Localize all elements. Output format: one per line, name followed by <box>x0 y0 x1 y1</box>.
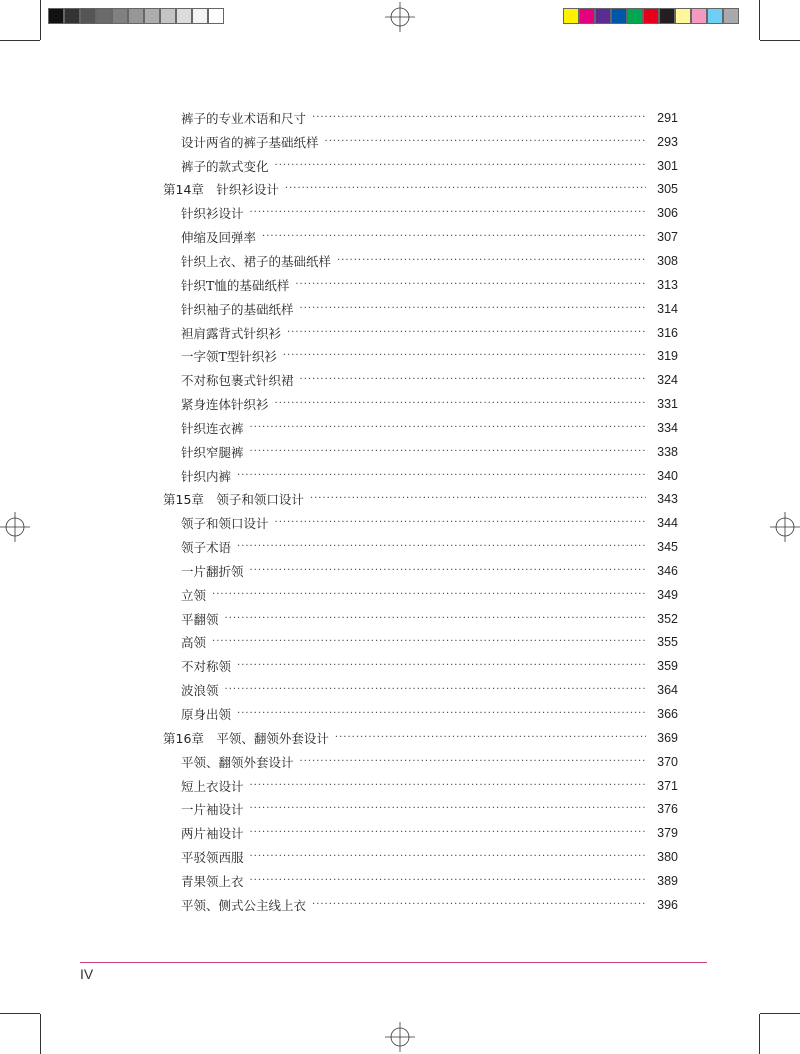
toc-label: 不对称包裹式针织裙 <box>163 371 296 389</box>
toc-label: 高领 <box>163 633 208 651</box>
dot-leader <box>275 161 646 171</box>
toc-page-number: 301 <box>657 158 678 173</box>
toc-entry-row[interactable] <box>163 201 678 225</box>
color-swatch <box>659 8 675 24</box>
toc-label: 针织T恤的基础纸样 <box>163 276 291 294</box>
toc-page-number: 345 <box>657 540 678 555</box>
toc-entry-row[interactable] <box>163 273 678 297</box>
dot-leader <box>285 184 646 194</box>
toc-label: 第14章 针织衫设计 <box>163 182 279 198</box>
dot-leader <box>212 590 646 600</box>
toc-page-number: 346 <box>657 563 678 578</box>
dot-leader <box>325 137 646 147</box>
dot-leader <box>312 900 646 910</box>
footer-page-number: IV <box>80 966 94 982</box>
toc-entry-row[interactable] <box>163 535 678 559</box>
toc-page-number: 334 <box>657 420 678 435</box>
gray-swatch <box>176 8 192 24</box>
toc-label: 一片翻折领 <box>163 562 246 580</box>
toc-chapter-row[interactable] <box>163 488 678 512</box>
toc-entry-row[interactable] <box>163 607 678 631</box>
dot-leader <box>275 399 646 409</box>
gray-swatch <box>112 8 128 24</box>
toc-entry-row[interactable] <box>163 321 678 345</box>
toc-entry-row[interactable] <box>163 678 678 702</box>
toc-label: 领子和领口设计 <box>163 514 271 532</box>
toc-page-number: 344 <box>657 516 678 531</box>
gray-swatch <box>128 8 144 24</box>
toc-entry-row[interactable] <box>163 774 678 798</box>
toc-page-number: 349 <box>657 587 678 602</box>
toc-page-number: 308 <box>657 253 678 268</box>
registration-mark-left <box>0 512 30 542</box>
toc-label: 伸缩及回弹率 <box>163 228 258 246</box>
dot-leader <box>237 471 646 481</box>
toc-entry-row[interactable] <box>163 869 678 893</box>
footer-rule <box>80 962 707 963</box>
color-swatch <box>611 8 627 24</box>
toc-label: 第16章 平领、翻领外套设计 <box>163 730 329 746</box>
dot-leader <box>300 375 646 385</box>
toc-entry-row[interactable] <box>163 154 678 178</box>
toc-label: 紧身连体针织衫 <box>163 395 271 413</box>
dot-leader <box>250 804 646 814</box>
dot-leader <box>250 566 646 576</box>
dot-leader <box>250 423 646 433</box>
toc-label: 针织连衣裤 <box>163 419 246 437</box>
toc-label: 一片袖设计 <box>163 800 246 818</box>
color-swatch <box>643 8 659 24</box>
toc-label: 针织内裤 <box>163 467 233 485</box>
dot-leader <box>300 757 646 767</box>
toc-entry-row[interactable] <box>163 344 678 368</box>
toc-page-number: 380 <box>657 850 678 865</box>
toc-page-number: 364 <box>657 683 678 698</box>
toc-page-number: 314 <box>657 301 678 316</box>
toc-label: 短上衣设计 <box>163 777 246 795</box>
toc-entry-row[interactable] <box>163 249 678 273</box>
toc-page-number: 379 <box>657 826 678 841</box>
toc-entry-row[interactable] <box>163 130 678 154</box>
dot-leader <box>250 852 646 862</box>
dot-leader <box>337 256 646 266</box>
registration-mark-top <box>385 2 415 32</box>
dot-leader <box>287 328 646 338</box>
toc-entry-row[interactable] <box>163 893 678 917</box>
dot-leader <box>295 280 646 290</box>
toc-entry-row[interactable] <box>163 654 678 678</box>
toc-label: 裤子的专业术语和尺寸 <box>163 109 308 127</box>
toc-entry-row[interactable] <box>163 797 678 821</box>
toc-entry-row[interactable] <box>163 821 678 845</box>
dot-leader <box>250 876 646 886</box>
dot-leader <box>237 661 646 671</box>
toc-entry-row[interactable] <box>163 464 678 488</box>
gray-swatch <box>192 8 208 24</box>
toc-page-number: 340 <box>657 468 678 483</box>
color-swatch <box>675 8 691 24</box>
dot-leader <box>312 113 646 123</box>
dot-leader <box>262 232 646 242</box>
registration-mark-bottom <box>385 1022 415 1052</box>
toc-label: 针织上衣、裙子的基础纸样 <box>163 252 333 270</box>
dot-leader <box>335 733 646 743</box>
color-swatch <box>595 8 611 24</box>
toc-label: 针织窄腿裤 <box>163 443 246 461</box>
color-swatch <box>691 8 707 24</box>
toc-page-number: 338 <box>657 444 678 459</box>
dot-leader <box>225 614 646 624</box>
toc-page-number: 371 <box>657 778 678 793</box>
toc-entry-row[interactable] <box>163 559 678 583</box>
toc-page-number: 319 <box>657 349 678 364</box>
toc-page-number: 291 <box>657 110 678 125</box>
toc-entry-row[interactable] <box>163 440 678 464</box>
toc-label: 平翻领 <box>163 610 221 628</box>
dot-leader <box>250 828 646 838</box>
toc-label: 领子术语 <box>163 538 233 556</box>
dot-leader <box>250 208 646 218</box>
gray-swatch <box>208 8 224 24</box>
dot-leader <box>250 447 646 457</box>
dot-leader <box>237 542 646 552</box>
toc-label: 两片袖设计 <box>163 824 246 842</box>
toc-label: 青果领上衣 <box>163 872 246 890</box>
toc-entry-row[interactable] <box>163 750 678 774</box>
toc-entry-row[interactable] <box>163 297 678 321</box>
color-swatch <box>627 8 643 24</box>
dot-leader <box>212 637 646 647</box>
toc-label: 一字领T型针织衫 <box>163 347 279 365</box>
color-calibration-bar <box>563 8 739 24</box>
color-swatch <box>579 8 595 24</box>
toc-page-number: 343 <box>657 492 678 507</box>
toc-entry-row[interactable] <box>163 368 678 392</box>
toc-page-number: 324 <box>657 373 678 388</box>
color-swatch <box>723 8 739 24</box>
toc-entry-row[interactable] <box>163 392 678 416</box>
toc-label: 裤子的款式变化 <box>163 157 271 175</box>
dot-leader <box>300 304 646 314</box>
dot-leader <box>225 685 646 695</box>
toc-page-number: 305 <box>657 182 678 197</box>
color-swatch <box>563 8 579 24</box>
toc-page-number: 293 <box>657 134 678 149</box>
toc-label: 原身出领 <box>163 705 233 723</box>
toc-page-number: 352 <box>657 611 678 626</box>
toc-page-number: 396 <box>657 897 678 912</box>
toc-label: 平领、侧式公主线上衣 <box>163 896 308 914</box>
table-of-contents <box>163 106 678 917</box>
toc-page-number: 331 <box>657 397 678 412</box>
toc-page-number: 369 <box>657 730 678 745</box>
toc-label: 第15章 领子和领口设计 <box>163 492 304 508</box>
registration-mark-right <box>770 512 800 542</box>
toc-page-number: 376 <box>657 802 678 817</box>
toc-page-number: 370 <box>657 754 678 769</box>
toc-page-number: 306 <box>657 206 678 221</box>
gray-swatch <box>48 8 64 24</box>
toc-label: 立领 <box>163 586 208 604</box>
toc-label: 不对称领 <box>163 657 233 675</box>
toc-entry-row[interactable] <box>163 416 678 440</box>
color-swatch <box>707 8 723 24</box>
toc-label: 袒肩露背式针织衫 <box>163 324 283 342</box>
gray-calibration-bar <box>48 8 224 24</box>
toc-page-number: 355 <box>657 635 678 650</box>
toc-label: 波浪领 <box>163 681 221 699</box>
dot-leader <box>250 781 646 791</box>
toc-label: 平领、翻领外套设计 <box>163 753 296 771</box>
toc-label: 设计两省的裤子基础纸样 <box>163 133 321 151</box>
toc-page-number: 366 <box>657 707 678 722</box>
toc-entry-row[interactable] <box>163 583 678 607</box>
toc-page-number: 313 <box>657 277 678 292</box>
toc-chapter-row[interactable] <box>163 178 678 202</box>
toc-entry-row[interactable] <box>163 702 678 726</box>
gray-swatch <box>144 8 160 24</box>
gray-swatch <box>80 8 96 24</box>
dot-leader <box>275 518 646 528</box>
gray-swatch <box>96 8 112 24</box>
toc-page-number: 307 <box>657 230 678 245</box>
dot-leader <box>310 494 646 504</box>
dot-leader <box>237 709 646 719</box>
toc-label: 针织衫设计 <box>163 204 246 222</box>
toc-entry-row[interactable] <box>163 845 678 869</box>
dot-leader <box>283 351 646 361</box>
toc-entry-row[interactable] <box>163 511 678 535</box>
toc-entry-row[interactable] <box>163 106 678 130</box>
toc-label: 针织袖子的基础纸样 <box>163 300 296 318</box>
gray-swatch <box>160 8 176 24</box>
toc-page-number: 389 <box>657 873 678 888</box>
toc-label: 平驳领西服 <box>163 848 246 866</box>
toc-chapter-row[interactable] <box>163 726 678 750</box>
toc-page-number: 316 <box>657 325 678 340</box>
toc-entry-row[interactable] <box>163 225 678 249</box>
gray-swatch <box>64 8 80 24</box>
toc-page-number: 359 <box>657 659 678 674</box>
toc-entry-row[interactable] <box>163 631 678 655</box>
